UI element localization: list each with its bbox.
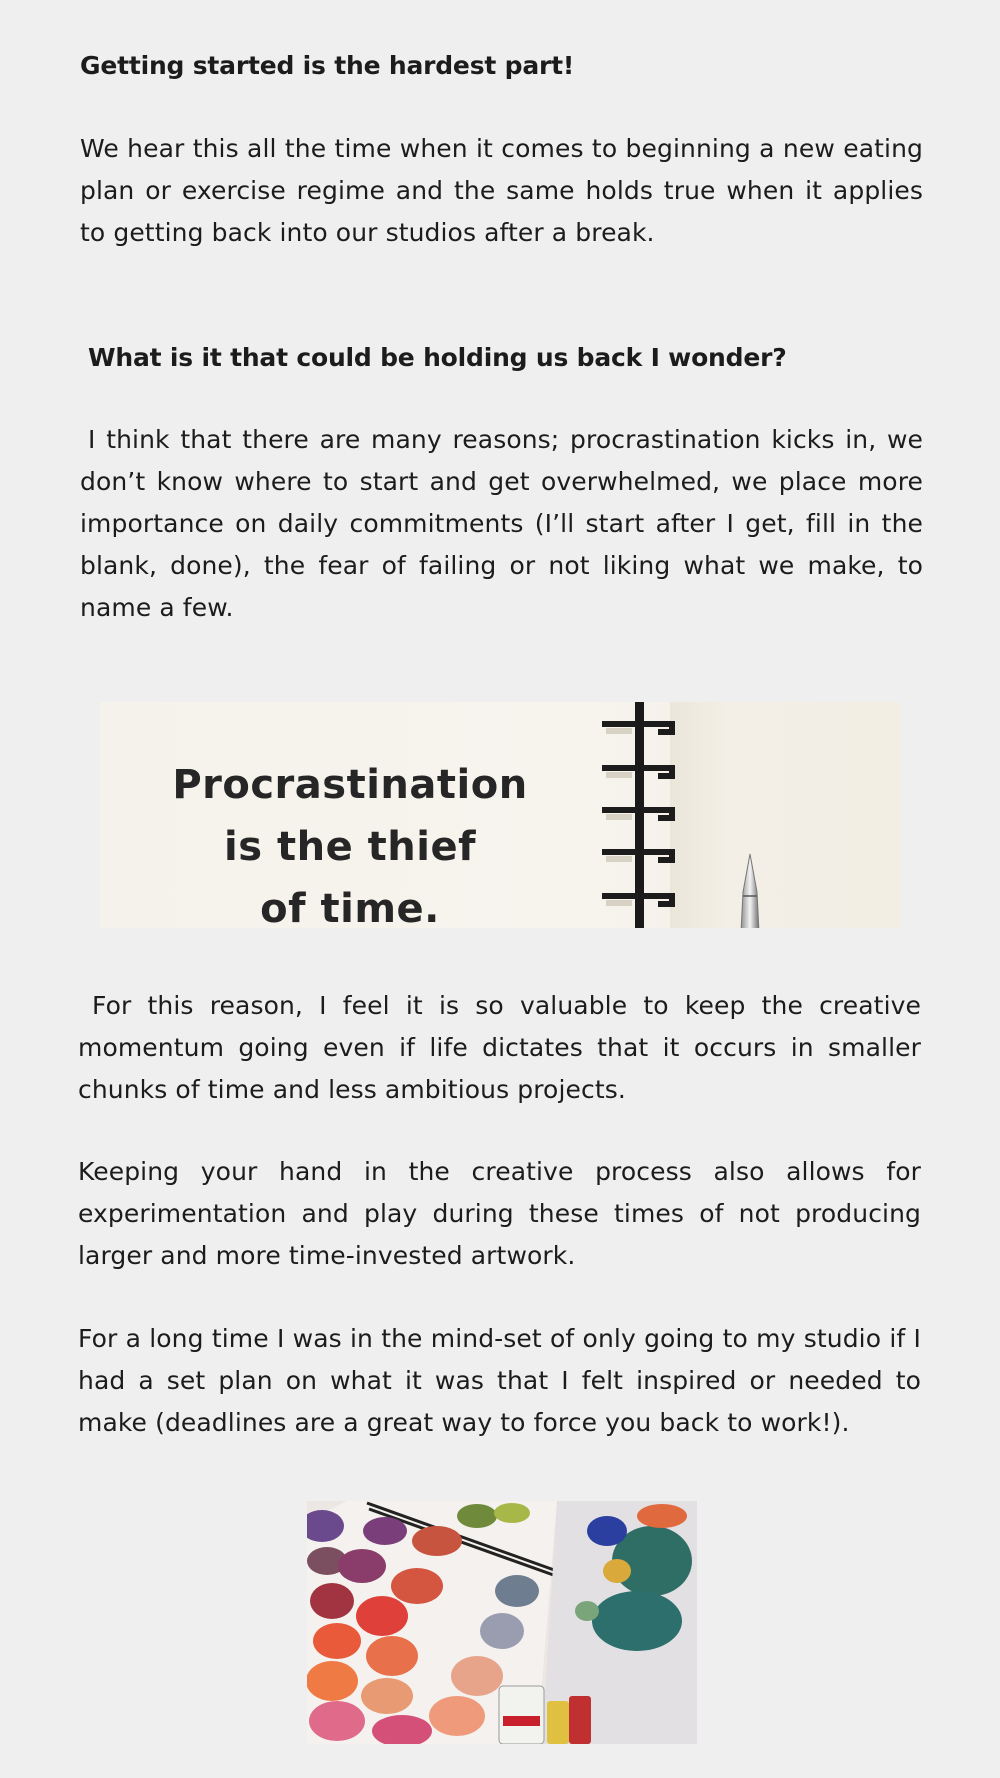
notebook-spiral-icon — [598, 702, 678, 928]
procrastination-quote-image — [100, 702, 900, 928]
heading-getting-started: Getting started is the hardest part! — [80, 51, 575, 80]
paint-swatches-image — [307, 1501, 697, 1744]
quote-text — [170, 754, 530, 928]
heading-holding-back: What is it that could be holding us back I wonder? — [88, 343, 787, 372]
paragraph-reasons: I think that there are many reasons; procrastination kicks in, we don’t know where to start and get overwhelmed, we place more importance on daily commitments (I’ll start after I get, fill in the blank, done), the fear of failing or not liking what we make, to name a few. — [80, 425, 923, 622]
paragraph-experimentation: Keeping your hand in the creative process also allows for experimentation and play during these times of not producing larger and more time-invested artwork. — [78, 1157, 921, 1270]
paragraph-mindset: For a long time I was in the mind-set of only going to my studio if I had a set plan on what it was that I felt inspired or needed to make (deadlines are a great way to force you back to work!). — [78, 1324, 921, 1437]
paint-palette-photo — [307, 1501, 697, 1744]
quote-line-2: is the thief — [224, 824, 476, 870]
paragraph-momentum: For this reason, I feel it is so valuable to keep the creative momentum going even if life dictates that it occurs in smaller chunks of time and less ambitious projects. — [78, 991, 921, 1104]
pen-icon — [735, 852, 765, 928]
quote-line-1: Procrastination — [172, 762, 528, 808]
notebook-page — [670, 702, 900, 928]
paragraph-intro: We hear this all the time when it comes to beginning a new eating plan or exercise regime and the same holds true when it applies to getting back into our studios after a break. — [80, 134, 923, 247]
quote-line-3: of time. — [260, 886, 440, 928]
